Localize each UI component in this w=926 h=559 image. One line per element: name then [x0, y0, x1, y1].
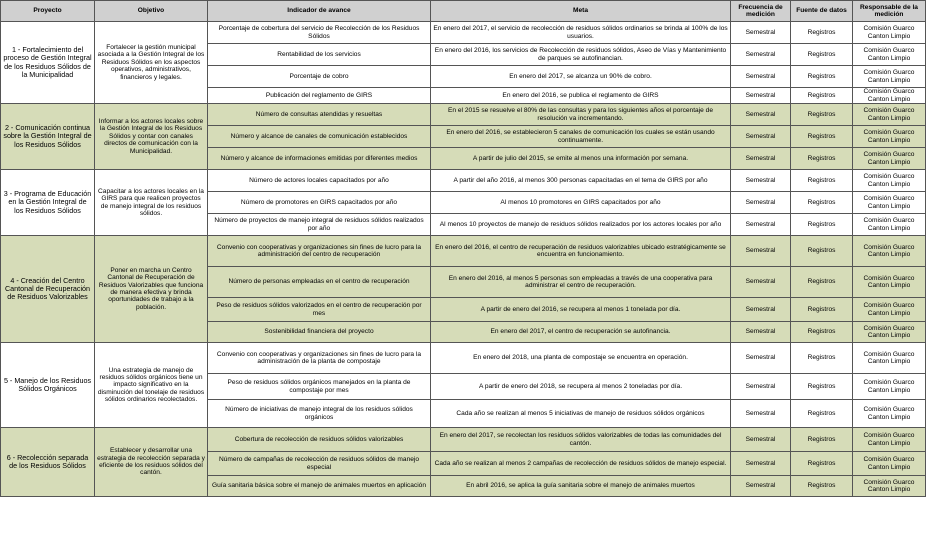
- frequency-cell: Semestral: [731, 400, 791, 428]
- source-cell: Registros: [791, 148, 853, 170]
- header-responsable: Responsable de la medición: [853, 1, 926, 22]
- goal-cell: En enero del 2017, se alcanza un 90% de cobro.: [431, 66, 731, 88]
- indicator-cell: Sostenibilidad financiera del proyecto: [208, 322, 431, 343]
- source-cell: Registros: [791, 170, 853, 192]
- goal-cell: Al menos 10 proyectos de manejo de residuos sólidos realizados por los actores locales por año: [431, 214, 731, 236]
- responsible-cell: Comisión Guarco Canton Limpio: [853, 476, 926, 497]
- header-proyecto: Proyecto: [1, 1, 95, 22]
- frequency-cell: Semestral: [731, 476, 791, 497]
- responsible-cell: Comisión Guarco Canton Limpio: [853, 322, 926, 343]
- frequency-cell: Semestral: [731, 126, 791, 148]
- frequency-cell: Semestral: [731, 66, 791, 88]
- table-body: [1, 22, 926, 497]
- goal-cell: En abril 2016, se aplica la guía sanitaria sobre el manejo de animales muertos: [431, 476, 731, 497]
- responsible-cell: Comisión Guarco Canton Limpio: [853, 298, 926, 322]
- responsible-cell: Comisión Guarco Canton Limpio: [853, 236, 926, 267]
- responsible-cell: Comisión Guarco Canton Limpio: [853, 88, 926, 104]
- indicator-cell: Número de campañas de recolección de residuos sólidos de manejo especial: [208, 452, 431, 476]
- source-cell: Registros: [791, 322, 853, 343]
- source-cell: Registros: [791, 476, 853, 497]
- frequency-cell: Semestral: [731, 267, 791, 298]
- frequency-cell: Semestral: [731, 236, 791, 267]
- responsible-cell: Comisión Guarco Canton Limpio: [853, 170, 926, 192]
- goal-cell: En enero del 2016, el centro de recuperación de residuos valorizables ubicado estratégicamente se encuentra en funcionamiento.: [431, 236, 731, 267]
- project-cell: 6 - Recolección separada de los Residuos Sólidos: [1, 428, 95, 497]
- indicator-cell: Convenio con cooperativas y organizaciones sin fines de lucro para la administración del centro de recuperación: [208, 236, 431, 267]
- responsible-cell: Comisión Guarco Canton Limpio: [853, 343, 926, 374]
- frequency-cell: Semestral: [731, 22, 791, 44]
- indicator-cell: Número y alcance de canales de comunicación establecidos: [208, 126, 431, 148]
- table-row: [1, 104, 926, 126]
- objective-cell: Capacitar a los actores locales en la GIRS para que realicen proyectos de manejo integral de los residuos sólidos.: [95, 170, 208, 236]
- goal-cell: Cada año se realizan al menos 5 iniciativas de manejo de residuos sólidos orgánicos: [431, 400, 731, 428]
- frequency-cell: Semestral: [731, 148, 791, 170]
- indicator-cell: Porcentaje de cobertura del servicio de Recolección de los Residuos Sólidos: [208, 22, 431, 44]
- indicator-cell: Número de promotores en GIRS capacitados por año: [208, 192, 431, 214]
- source-cell: Registros: [791, 126, 853, 148]
- indicator-cell: Publicación del reglamento de GIRS: [208, 88, 431, 104]
- frequency-cell: Semestral: [731, 192, 791, 214]
- indicator-cell: Número de consultas atendidas y resueltas: [208, 104, 431, 126]
- table-row: [1, 236, 926, 267]
- goal-cell: En enero del 2016, al menos 5 personas son empleadas a través de una cooperativa para administrar el centro de recuperación.: [431, 267, 731, 298]
- responsible-cell: Comisión Guarco Canton Limpio: [853, 148, 926, 170]
- table-row: [1, 22, 926, 44]
- frequency-cell: Semestral: [731, 298, 791, 322]
- indicator-cell: Número de proyectos de manejo integral de residuos sólidos realizados por año: [208, 214, 431, 236]
- frequency-cell: Semestral: [731, 428, 791, 452]
- source-cell: Registros: [791, 428, 853, 452]
- goal-cell: En enero del 2017, se recolectan los residuos sólidos valorizables de todas las comunidades del cantón.: [431, 428, 731, 452]
- responsible-cell: Comisión Guarco Canton Limpio: [853, 267, 926, 298]
- frequency-cell: Semestral: [731, 88, 791, 104]
- goal-cell: En enero del 2018, una planta de compostaje se encuentra en operación.: [431, 343, 731, 374]
- frequency-cell: Semestral: [731, 44, 791, 66]
- goal-cell: A partir de enero del 2016, se recupera al menos 1 tonelada por día.: [431, 298, 731, 322]
- goal-cell: A partir de julio del 2015, se emite al menos una información por semana.: [431, 148, 731, 170]
- header-indicador: Indicador de avance: [208, 1, 431, 22]
- objective-cell: Una estrategia de manejo de residuos sólidos orgánicos tiene un impacto significativo en la disminución del tonelaje de residuos sólidos ordinarios recolectados.: [95, 343, 208, 428]
- goal-cell: En enero del 2017, el centro de recuperación se autofinancia.: [431, 322, 731, 343]
- goal-cell: Cada año se realizan al menos 2 campañas de recolección de residuos sólidos de manejo especial.: [431, 452, 731, 476]
- indicator-cell: Número y alcance de informaciones emitidas por diferentes medios: [208, 148, 431, 170]
- source-cell: Registros: [791, 343, 853, 374]
- frequency-cell: Semestral: [731, 104, 791, 126]
- frequency-cell: Semestral: [731, 214, 791, 236]
- responsible-cell: Comisión Guarco Canton Limpio: [853, 44, 926, 66]
- header-frecuencia: Frecuencia de medición: [731, 1, 791, 22]
- frequency-cell: Semestral: [731, 322, 791, 343]
- responsible-cell: Comisión Guarco Canton Limpio: [853, 214, 926, 236]
- header-objetivo: Objetivo: [95, 1, 208, 22]
- indicator-cell: Cobertura de recolección de residuos sólidos valorizables: [208, 428, 431, 452]
- source-cell: Registros: [791, 44, 853, 66]
- indicator-cell: Convenio con cooperativas y organizaciones sin fines de lucro para la administración de la planta de compostaje: [208, 343, 431, 374]
- goal-cell: Al menos 10 promotores en GIRS capacitados por año: [431, 192, 731, 214]
- responsible-cell: Comisión Guarco Canton Limpio: [853, 400, 926, 428]
- frequency-cell: Semestral: [731, 452, 791, 476]
- frequency-cell: Semestral: [731, 343, 791, 374]
- objective-cell: Informar a los actores locales sobre la Gestión Integral de los Residuos Sólidos y contar con canales directos de comunicación con la Municipalidad.: [95, 104, 208, 170]
- responsible-cell: Comisión Guarco Canton Limpio: [853, 428, 926, 452]
- goal-cell: A partir del año 2016, al menos 300 personas capacitadas en el tema de GIRS por año: [431, 170, 731, 192]
- source-cell: Registros: [791, 267, 853, 298]
- responsible-cell: Comisión Guarco Canton Limpio: [853, 452, 926, 476]
- indicator-cell: Rentabilidad de los servicios: [208, 44, 431, 66]
- responsible-cell: Comisión Guarco Canton Limpio: [853, 66, 926, 88]
- responsible-cell: Comisión Guarco Canton Limpio: [853, 374, 926, 400]
- goal-cell: En enero del 2016, los servicios de Recolección de residuos sólidos, Aseo de Vías y Mantenimiento de parques se autofinancian.: [431, 44, 731, 66]
- source-cell: Registros: [791, 236, 853, 267]
- frequency-cell: Semestral: [731, 374, 791, 400]
- indicator-cell: Porcentaje de cobro: [208, 66, 431, 88]
- source-cell: Registros: [791, 192, 853, 214]
- table-row: [1, 170, 926, 192]
- goal-cell: En enero del 2017, el servicio de recolección de residuos sólidos ordinarios se brinda al 100% de los usuarios.: [431, 22, 731, 44]
- source-cell: Registros: [791, 298, 853, 322]
- project-cell: 4 - Creación del Centro Cantonal de Recuperación de Residuos Valorizables: [1, 236, 95, 343]
- indicator-cell: Peso de residuos sólidos valorizados en el centro de recuperación por mes: [208, 298, 431, 322]
- indicator-cell: Número de iniciativas de manejo integral de los residuos sólidos orgánicos: [208, 400, 431, 428]
- source-cell: Registros: [791, 374, 853, 400]
- source-cell: Registros: [791, 214, 853, 236]
- responsible-cell: Comisión Guarco Canton Limpio: [853, 192, 926, 214]
- source-cell: Registros: [791, 88, 853, 104]
- responsible-cell: Comisión Guarco Canton Limpio: [853, 104, 926, 126]
- project-cell: 1 - Fortalecimiento del proceso de Gestión Integral de los Residuos Sólidos de la Municipalidad: [1, 22, 95, 104]
- source-cell: Registros: [791, 22, 853, 44]
- header-row: [1, 1, 926, 22]
- goal-cell: A partir de enero del 2018, se recupera al menos 2 toneladas por día.: [431, 374, 731, 400]
- source-cell: Registros: [791, 400, 853, 428]
- goal-cell: En el 2015 se resuelve el 80% de las consultas y para los siguientes años el porcentaje de resolución va incrementando.: [431, 104, 731, 126]
- project-cell: 5 - Manejo de los Residuos Sólidos Orgánicos: [1, 343, 95, 428]
- objective-cell: Poner en marcha un Centro Cantonal de Recuperación de Residuos Valorizables que funciona de manera efectiva y brinda oportunidades de trabajo a la población.: [95, 236, 208, 343]
- indicator-cell: Peso de residuos sólidos orgánicos manejados en la planta de compostaje por mes: [208, 374, 431, 400]
- source-cell: Registros: [791, 66, 853, 88]
- responsible-cell: Comisión Guarco Canton Limpio: [853, 126, 926, 148]
- header-meta: Meta: [431, 1, 731, 22]
- source-cell: Registros: [791, 104, 853, 126]
- responsible-cell: Comisión Guarco Canton Limpio: [853, 22, 926, 44]
- frequency-cell: Semestral: [731, 170, 791, 192]
- objective-cell: Fortalecer la gestión municipal asociada a la Gestión Integral de los Residuos Sólidos en los aspectos operativos, administrativos, financieros y legales.: [95, 22, 208, 104]
- objective-cell: Establecer y desarrollar una estrategia de recolección separada y eficiente de los residuos sólidos del cantón.: [95, 428, 208, 497]
- table-row: [1, 343, 926, 374]
- project-cell: 2 - Comunicación continua sobre la Gestión Integral de los Residuos Sólidos: [1, 104, 95, 170]
- indicator-cell: Número de personas empleadas en el centro de recuperación: [208, 267, 431, 298]
- indicator-cell: Número de actores locales capacitados por año: [208, 170, 431, 192]
- table-row: [1, 428, 926, 452]
- source-cell: Registros: [791, 452, 853, 476]
- goal-cell: En enero del 2016, se establecieron 5 canales de comunicación los cuales se están usando continuamente.: [431, 126, 731, 148]
- goal-cell: En enero del 2016, se publica el reglamento de GIRS: [431, 88, 731, 104]
- project-cell: 3 - Programa de Educación en la Gestión Integral de los Residuos Sólidos: [1, 170, 95, 236]
- header-fuente: Fuente de datos: [791, 1, 853, 22]
- indicator-cell: Guía sanitaria básica sobre el manejo de animales muertos en aplicación: [208, 476, 431, 497]
